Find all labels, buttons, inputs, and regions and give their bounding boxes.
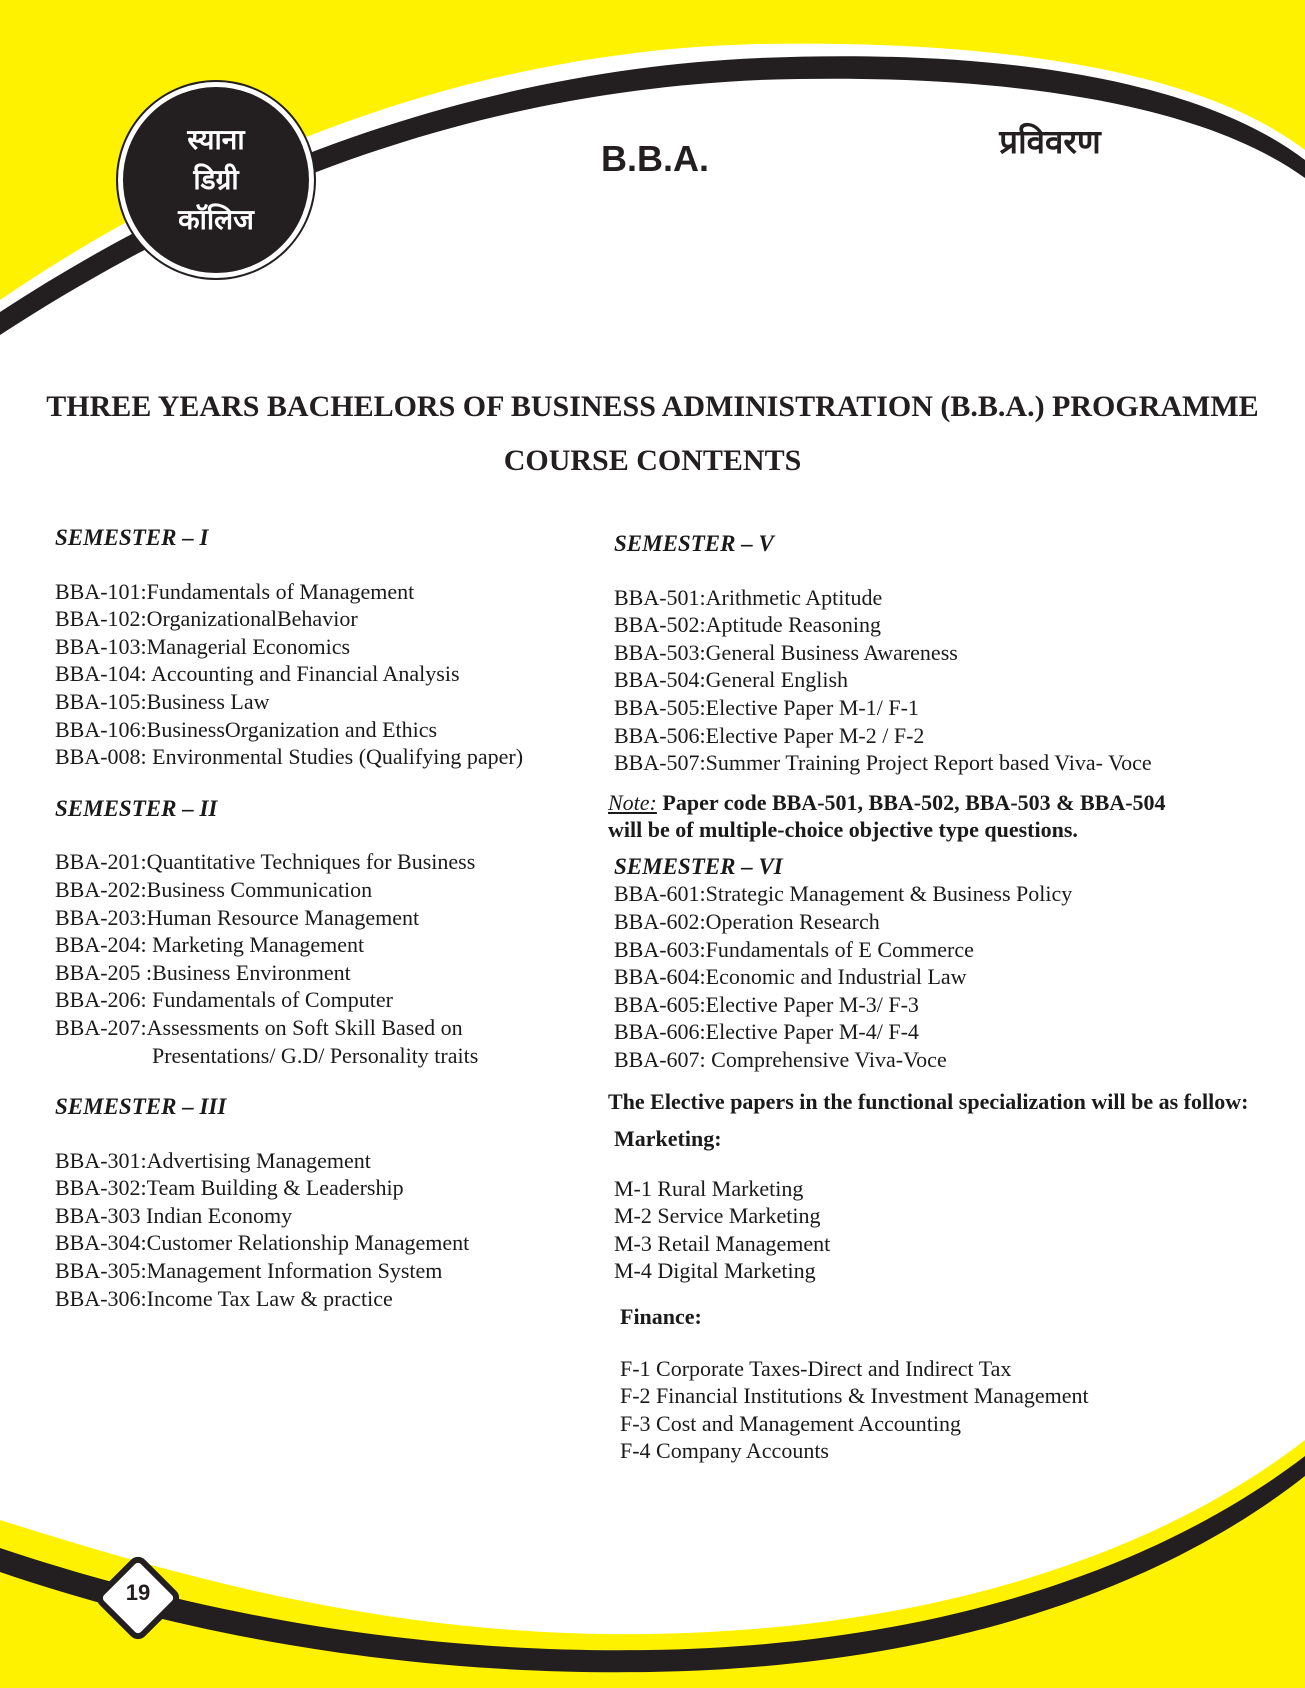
list-item: BBA-105:Business Law	[55, 688, 270, 714]
right-column	[608, 530, 1268, 1465]
left-column	[55, 524, 595, 1312]
marketing-list	[608, 1175, 1268, 1285]
list-item: BBA-201:Quantitative Techniques for Business	[55, 849, 476, 875]
list-item: BBA-502:Aptitude Reasoning	[614, 612, 882, 638]
list-item: BBA-106:BusinessOrganization and Ethics	[55, 716, 438, 742]
list-item: BBA-601:Strategic Management & Business Policy	[614, 881, 1073, 907]
semester-2-title: SEMESTER – II	[55, 795, 218, 821]
note-block	[608, 789, 1268, 843]
heading-line-2: COURSE CONTENTS	[503, 444, 802, 477]
list-item: BBA-206: Fundamentals of Computer	[55, 987, 393, 1013]
list-item: BBA-101:Fundamentals of Management	[55, 578, 415, 604]
list-item: BBA-506:Elective Paper M-2 / F-2	[614, 722, 925, 748]
heading-line-1: THREE YEARS BACHELORS OF BUSINESS ADMINISTRATION (B.B.A.) PROGRAMME	[46, 390, 1259, 423]
list-item: BBA-207:Assessments on Soft Skill Based on	[55, 1014, 463, 1040]
list-item: M-2 Service Marketing	[614, 1203, 821, 1229]
semester-3-title: SEMESTER – III	[55, 1094, 227, 1120]
list-item: BBA-505:Elective Paper M-1/ F-1	[614, 694, 919, 720]
semester-6-title: SEMESTER – VI	[614, 853, 783, 879]
semester-3-list	[55, 1147, 595, 1313]
list-item: BBA-301:Advertising Management	[55, 1147, 371, 1173]
list-item: BBA-603:Fundamentals of E Commerce	[614, 936, 974, 962]
list-item: BBA-205 :Business Environment	[55, 959, 351, 985]
finance-title: Finance:	[620, 1304, 702, 1330]
marketing-title: Marketing:	[614, 1126, 722, 1152]
list-item: BBA-501:Arithmetic Aptitude	[614, 584, 883, 610]
prospectus-title: प्रविवरण	[999, 122, 1101, 161]
list-item: BBA-606:Elective Paper M-4/ F-4	[614, 1019, 919, 1045]
list-item: BBA-503:General Business Awareness	[614, 639, 958, 665]
list-item: M-3 Retail Management	[614, 1230, 831, 1256]
list-item: F-2 Financial Institutions & Investment Management	[620, 1383, 1089, 1409]
list-item: BBA-605:Elective Paper M-3/ F-3	[614, 991, 919, 1017]
list-item: F-1 Corporate Taxes-Direct and Indirect Tax	[620, 1355, 1012, 1381]
list-item: BBA-507:Summer Training Project Report based Viva- Voce	[614, 750, 1152, 776]
list-item: BBA-102:OrganizationalBehavior	[55, 606, 358, 632]
list-item: BBA-103:Managerial Economics	[55, 633, 351, 659]
list-item: F-4 Company Accounts	[620, 1438, 829, 1464]
semester-1-list	[55, 578, 595, 771]
list-item-continuation: Presentations/ G.D/ Personality traits	[152, 1042, 479, 1068]
list-item: BBA-203:Human Resource Management	[55, 904, 420, 930]
list-item: BBA-305:Management Information System	[55, 1258, 443, 1284]
note-text-line-1: Paper code BBA-501, BBA-502, BBA-503 & BBA-504	[656, 789, 1166, 815]
list-item: BBA-202:Business Communication	[55, 876, 373, 902]
logo-line: स्याना	[187, 123, 245, 156]
list-item: BBA-602:Operation Research	[614, 908, 880, 934]
elective-intro: The Elective papers in the functional specialization will be as follow:	[608, 1088, 1249, 1114]
list-item: M-1 Rural Marketing	[614, 1175, 804, 1201]
list-item: BBA-008: Environmental Studies (Qualifying paper)	[55, 744, 524, 770]
semester-6-list	[608, 880, 1268, 1073]
program-title: B.B.A.	[601, 138, 709, 179]
list-item: BBA-306:Income Tax Law & practice	[55, 1285, 393, 1311]
logo-line: कॉलिज	[178, 203, 254, 236]
semester-1-title: SEMESTER – I	[55, 525, 209, 550]
list-item: BBA-304:Customer Relationship Management	[55, 1230, 470, 1256]
page-number: 19	[125, 1580, 151, 1605]
list-item: M-4 Digital Marketing	[614, 1258, 816, 1284]
list-item: BBA-204: Marketing Management	[55, 932, 365, 958]
note-label: Note:	[608, 789, 657, 815]
logo-line: डिग्री	[193, 163, 239, 196]
page-heading	[30, 380, 1275, 488]
list-item: F-3 Cost and Management Accounting	[620, 1410, 961, 1436]
college-logo-badge	[118, 82, 314, 278]
list-item: BBA-604:Economic and Industrial Law	[614, 964, 967, 990]
list-item: BBA-302:Team Building & Leadership	[55, 1175, 404, 1201]
list-item: BBA-607: Comprehensive Viva-Voce	[614, 1046, 947, 1072]
list-item: BBA-303 Indian Economy	[55, 1202, 293, 1228]
note-text-line-2: will be of multiple-choice objective type questions.	[608, 816, 1078, 842]
semester-2-list	[55, 848, 595, 1069]
semester-5-title: SEMESTER – V	[614, 531, 774, 556]
finance-list	[608, 1355, 1268, 1465]
list-item: BBA-504:General English	[614, 667, 849, 693]
list-item: BBA-104: Accounting and Financial Analysis	[55, 661, 460, 687]
semester-5-list	[608, 584, 1268, 777]
